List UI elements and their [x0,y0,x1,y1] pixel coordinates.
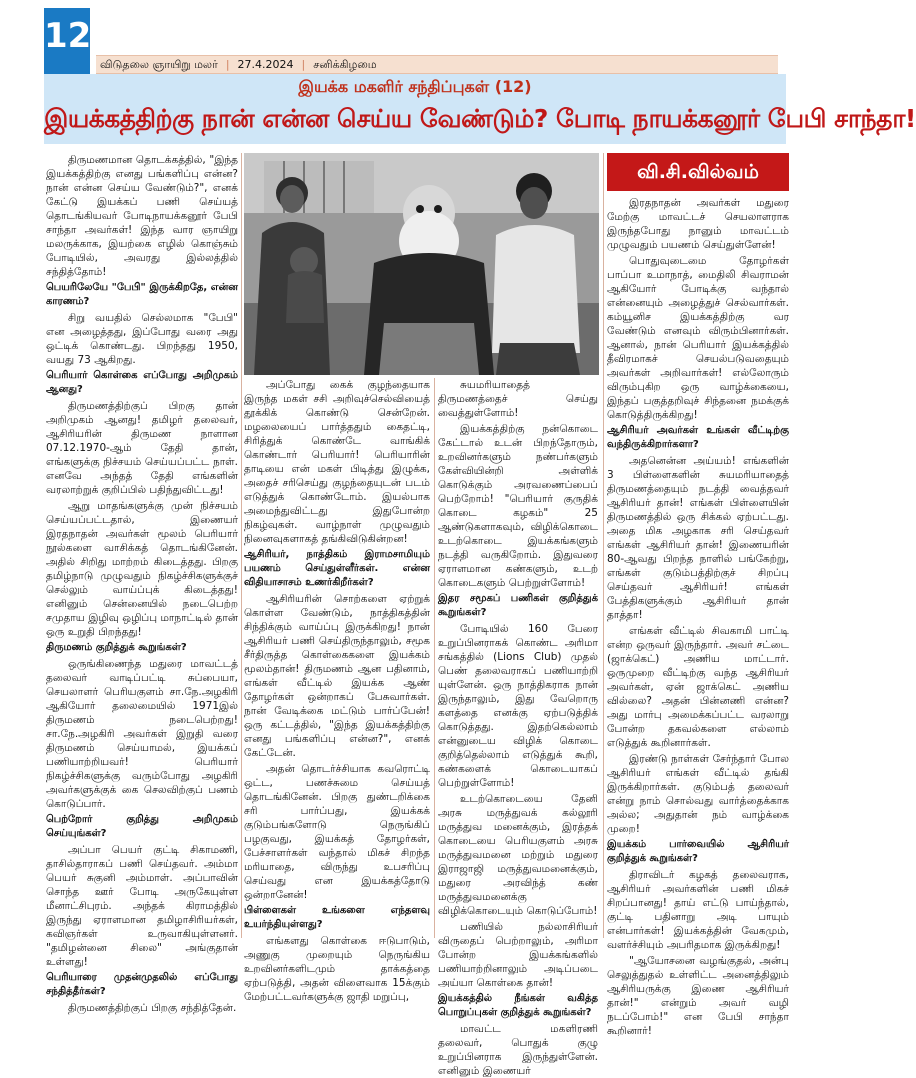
interview-question: இயக்கம் பார்வையில் ஆசிரியர் குறித்துக் கூறுங்கள்? [607,839,789,864]
interview-question: ஆசிரியர் அவர்கள் உங்கள் வீட்டிற்கு வந்திருக்கிறார்களா? [607,425,789,450]
article-paragraph: அப்பா பெயர் குட்டி சிகாமணி, தாசில்தாராகப் பணி செய்தவர். அம்மா பெயர் சுகுனி அம்மாள். அப்பாவின் சொந்த ஊர் போடி அருகேயுள்ள மீனாட்சிபுரம். அந்தக் கிராமத்தில் இருந்து ஏராளமான தமிழாசிரியர்கள், கவிஞர்கள் உருவாகியுள்ளனர். "தமிழன்னை சிலை" அங்குதான் உள்ளது! [46,844,238,968]
article-paragraph: இரதநாதன் அவர்கள் மதுரை மேற்கு மாவட்டச் செயலாளராக இருந்தபோது நானும் மாவட்டம் முழுவதும் பயணம் செய்துள்ளேன்! [607,197,789,251]
interview-question: பெரியார் கொள்கை எப்போது அறிமுகம் ஆனது? [46,370,238,395]
publication-day: சனிக்கிழமை [313,58,377,71]
article-paragraph: ஒருங்கிணைந்த மதுரை மாவட்டத் தலைவர் வாடிப்பட்டி சுப்பையா, செயலாளர் பெரியகுளம் சா.நே.அழகிரி ஆகியோர் தலைமையில் 1971இல் திருமணம் நடைபெற்றது! சா.நே.அழகிரி அவர்கள் இறுதி வரை திருமணம் செய்யாமல், இயக்கப் பணியாற்றியவர்! பெரியார் நிகழ்ச்சிகளுக்கு வரும்போது அழகிரி அவர்களுக்குக் கை செலவிற்குப் பணம் கொடுப்பார். [46,658,238,810]
article-paragraph: போடியில் 160 பேரை உறுப்பினராகக் கொண்ட அரிமா சங்கத்தில் (Lions Club) முதல் பெண் தலைவராகப் பணியாற்றி யுள்ளேன். ஒரு நாத்திகராக நான் இருந்தாலும், இது வேறொரு களத்தை எனக்கு ஏற்படுத்திக் கொடுத்தது. இதற்கெல்லாம் என்னுடைய விழிக் கொடை குறித்தெல்லாம் எடுத்துக் கூறி, கண்களைக் கொடையாகப் பெற்றுள்ளோம்! [438,623,598,789]
article-paragraph: திராவிடர் கழகத் தலைவராக, ஆசிரியர் அவர்களின் பணி மிகச் சிறப்பானது! தாய் எட்டு பாய்ந்தால், குட்டி பதினாறு அடி பாயும் என்பார்கள்! இயக்கத்தின் வேகமும், வளர்ச்சியும் அபரிதமாக இருக்கிறது! [607,869,789,951]
interview-question: இதர சமூகப் பணிகள் குறித்துக் கூறுங்கள்? [438,593,598,618]
article-paragraph: அதனென்ன அய்யம்! எங்களின் 3 பிள்ளைகளின் சுயமரியாதைத் திருமணத்தையும் நடத்தி வைத்தவர் ஆசிரியர் தான்! எங்கள் பிள்ளையின் திருமணத்தில் ஒரு சிக்கல் ஏற்பட்டது. அதை மிக அழகாக சரி செய்தவர் எங்கள் ஆசிரியர் தான்! இணையரின் 80-ஆவது பிறந்த நாளில் பங்கேற்று, எங்கள் குடும்பத்திற்குச் சிறப்பு செய்தவர் ஆசிரியர்! எங்கள் பேத்திகளுக்கும் ஆசிரியர் தான் தாத்தா! [607,455,789,621]
series-title: இயக்க மகளிர் சந்திப்புகள் (12) [298,77,532,96]
article-paragraph: திருமணமான தொடக்கத்தில், "இந்த இயக்கத்திற்கு எனது பங்களிப்பு என்ன? நான் என்ன செய்ய வேண்டும்?", எனக் கேட்டு இயக்கப் பணி செய்யத் தொடங்கியவர் போடிநாயக்கனூர் பேபி சாந்தா அவர்கள்! இந்த வார ஞாயிறு மலருக்காக, இயற்கை எழில் கொஞ்சும் போடியில், அவரது இல்லத்தில் சந்தித்தோம்! [46,154,238,278]
author-byline: வி.சி.வில்வம் [607,153,789,191]
interview-question: பெற்றோர் குறித்து அறிமுகம் செய்யுங்கள்? [46,814,238,839]
interview-question: ஆசிரியர், நாத்திகம் இராமசாமியும் பயணம் செய்துள்ளீர்கள். என்ன விதியாசாசம் உணர்கிறீர்கள்? [244,549,430,588]
article-column-4 [607,196,789,1037]
article-photo [244,153,599,375]
interview-question: பெரியாரை முதன்முதலில் எப்போது சந்தித்தீர்கள்? [46,972,238,997]
interview-question: பிள்ளைகள் உங்களை எந்தளவு உயர்ந்தியுள்ளது? [244,905,430,930]
article-paragraph: உடற்கொடையை தேனி அரசு மருத்துவக் கல்லூரி மருத்துவ மனைக்கும், இரத்தக் கொடையை பெரியகுளம் அரசு மருத்துவமனை மற்றும் மதுரை இராஜாஜி மருத்துவமனைக்கும், மதுரை அரவிந்த் கண் மருத்துவமனைக்கு விழிக்கொடையும் கொடுப்போம்! [438,793,598,917]
article-paragraph: திருமணத்திற்குப் பிறகு தான் அறிமுகம் ஆனது! தமிழர் தலைவர், ஆசிரியரின் திருமண நாளான 07.12.1970-ஆம் தேதி தான், எங்களுக்கு நிச்சயம் செய்யப்பட்ட நாள். எனவே அந்தத் தேதி எங்களின் வரலாற்றுக் குறிப்பில் பதிந்துவிட்டது! [46,400,238,496]
article-column-2 [244,378,430,1003]
article-paragraph: சுயமரியாதைத் திருமணத்தைச் செய்து வைத்துள்ளோம்! [438,379,598,419]
article-paragraph: இரண்டு நாள்கள் சேர்ந்தார் போல ஆசிரியர் எங்கள் வீட்டில் தங்கி இருக்கிறார்கள். குடும்பத் தலைவர் என்று நாம் சொல்வது வார்த்தைக்காக அல்ல; அதுதான் நம் வாழ்க்கை முறை! [607,753,789,835]
article-paragraph: மாவட்ட மகளிரணி தலைவர், பொதுக் குழு உறுப்பினராக இருந்துள்ளேன். எனினும் இணையர் [438,1023,598,1077]
article-paragraph: பணியில் நல்லாசிரியர் விருதைப் பெற்றாலும், அரிமா போன்ற இயக்கங்களில் பணியாற்றினாலும் அடிப்படை அய்யா கொள்கை தான்! [438,921,598,989]
headline: இயக்கத்திற்கு நான் என்ன செய்ய வேண்டும்? போடி நாயக்கனூர் பேபி சாந்தா! [44,104,916,133]
article-paragraph: எங்களது கொள்கை ஈடுபாடும், அணுகு முறையும் நெருங்கிய உறவினர்களிடமும் தாக்கத்தை ஏற்படுத்தி, அதன் விளைவாக 15க்கும் மேற்பட்டவர்களுக்கு ஜாதி மறுப்பு, [244,935,430,1003]
page-number: 12 [44,16,92,56]
dateline-separator: | [225,58,230,71]
article-paragraph: பொதுவுடைமை தோழர்கள் பாப்பா உமாநாத், மைதிலி சிவராமன் ஆகியோர் போடிக்கு வந்தால் என்னையும் அழைத்துச் செல்வார்கள். கம்யூனிச இயக்கத்திற்கு வர வேண்டும் எனவும் விரும்பினார்கள். ஆனால், நான் பெரியார் இயக்கத்தில் தீவிரமாகச் செயல்படுவதையும் அவர்கள் அறிவார்கள்! எல்லோரும் விரும்புகிற ஒரு வாழ்க்கையை, இந்தப் பகுத்தறிவுச் சிந்தனை நமக்குக் கொடுத்திருக்கிறது! [607,255,789,421]
interview-question: பெயரிலேயே "பேபி" இருக்கிறதே, என்ன காரணம்? [46,282,238,307]
article-paragraph: இயக்கத்திற்கு நன்கொடை கேட்டால் உடன் பிறந்தோரும், உறவினர்களும் நண்பர்களும் கேள்வியின்றி அள்ளிக் கொடுக்கும் அரவணைப்பைப் பெற்றோம்! "பெரியார் குருதிக் கொடை கழகம்" 25 ஆண்டுகளாகவும், விழிக்கொடை உடற்கொடை இயக்கங்களும் நடத்தி வருகிறோம். இதுவரை ஏராளமான கண்களும், உடற் கொடைகளும் பெற்றுள்ளோம்! [438,423,598,589]
interview-question: இயக்கத்தில் நீங்கள் வகித்த பொறுப்புகள் குறித்துக் கூறுங்கள்? [438,993,598,1018]
article-paragraph: அதன் தொடர்ச்சியாக கவரொட்டி ஒட்ட, பணச்சுமை செய்யத் தொடங்கினேன். பிறகு துண்டறிக்கை சரி பார்ப்பது, இயக்கக் குடும்பங்களோடு நெருங்கிப் பழகுவது, இயக்கத் தோழர்கள், பேச்சாளர்கள் வந்தால் மிகச் சிறந்த மரியாதை, விருந்து உபசரிப்பு செய்வது என இயக்கத்தோடு ஒன்றானேன்! [244,763,430,901]
family-photo-icon [244,153,599,375]
article-paragraph: அப்போது கைக் குழந்தையாக இருந்த மகள் சசி அறிவுச்செல்வியைத் தூக்கிக் கொண்டு சென்றேன். மழலையைப் பார்த்ததும் கைதட்டி, சிரித்துக் கொண்டே வாங்கிக் கொண்டார் பெரியார்! பெரியாரின் தாடியை என் மகள் பிடித்து இழுக்க, அதைச் சரிசெய்து குழந்தையுடன் படம் எடுத்துக் கொண்டோம். இயல்பாக அமைந்துவிட்டது இதுபோன்ற நிகழ்வுகள். வாழ்நாள் முழுவதும் நினைவுகளாகத் தங்கிவிடுகின்றன! [244,379,430,545]
publication-name: விடுதலை ஞாயிறு மலர் [100,58,218,71]
article-paragraph: திருமணத்திற்குப் பிறகு சந்தித்தேன். [68,1002,237,1014]
article-paragraph: எங்கள் வீட்டில் சிவகாமி பாட்டி என்ற ஒருவர் இருந்தார். அவர் சட்டை (ஜாக்கெட்) அணிய மாட்டார். ஒருமுறை வீட்டிற்கு வந்த ஆசிரியர் அவர்கள், ஏன் ஜாக்கெட் அணிய வில்லை? அதன் பின்னணி என்ன? அது மார்பு அமைக்கப்பட்ட வரலாறு போன்ற தகவல்களை எல்லாம் எடுத்துக் கூறினார்கள். [607,625,789,749]
article-paragraph: ஆசிரியரின் சொற்களை ஏற்றுக் கொள்ள வேண்டும், நாத்திகத்தின் சிந்திக்கும் வாய்ப்பு இருக்கிறது! நான் ஆசிரியர் பணி செய்திருந்தாலும், சமூக சீர்திருத்த கொள்கைகளை இயக்கம் மூலம்தான்! திருமணம் ஆன பதினாம், எங்கள் வீட்டில் இயக்க ஆண் தோழர்கள் ஒன்றாகப் பேசுவார்கள். நான் வேடிக்கை மட்டும் பார்ப்பேன்! ஒரு கட்டத்தில், "இந்த இயக்கத்திற்கு எனது பங்களிப்பு என்ன?", எனக் கேட்டேன். [244,593,430,759]
article-paragraph: "ஆயோசனை வழங்குதல், அன்பு செலுத்துதல் உள்ளிட்ட அனைத்திலும் ஆசிரியருக்கு இணை ஆசிரியர் தான்!" என்றும் அவர் வழி நடப்போம்!" என பேபி சாந்தா கூறினார்! [607,955,789,1037]
column-divider [241,153,242,938]
dateline [96,55,778,74]
article-paragraph: ஆறு மாதங்களுக்கு முன் நிச்சயம் செய்யப்பட்டதால், இணையர் இரதநாதன் அவர்கள் மூலம் பெரியார் நூல்களை வாசிக்கத் தொடங்கினேன். அதில் சிறிது மாற்றம் கிடைத்தது. பிறகு தமிழ்நாடு முழுவதும் நிகழ்ச்சிகளுக்குச் செல்லும் வாய்ப்புக் கிடைத்தது! எனினும் சென்னையில் நடைபெற்ற சமுதாய இழிவு ஒழிப்பு மாநாட்டில் தான் ஒரு உறுதி பிறந்தது! [46,500,238,638]
column-divider [434,378,435,938]
publication-date: 27.4.2024 [237,58,294,71]
article-paragraph: சிறு வயதில் செல்லமாக "பேபி" என அழைத்தது, இப்போது வரை அது ஒட்டிக் கொண்டது. பிறந்தது 1950, வயது 73 ஆகிறது. [46,312,238,366]
column-divider [603,153,604,938]
dateline-separator: | [301,58,306,71]
interview-question: திருமணம் குறித்துக் கூறுங்கள்? [46,642,187,653]
article-column-3 [438,378,598,1077]
article-column-1 [46,153,238,1014]
